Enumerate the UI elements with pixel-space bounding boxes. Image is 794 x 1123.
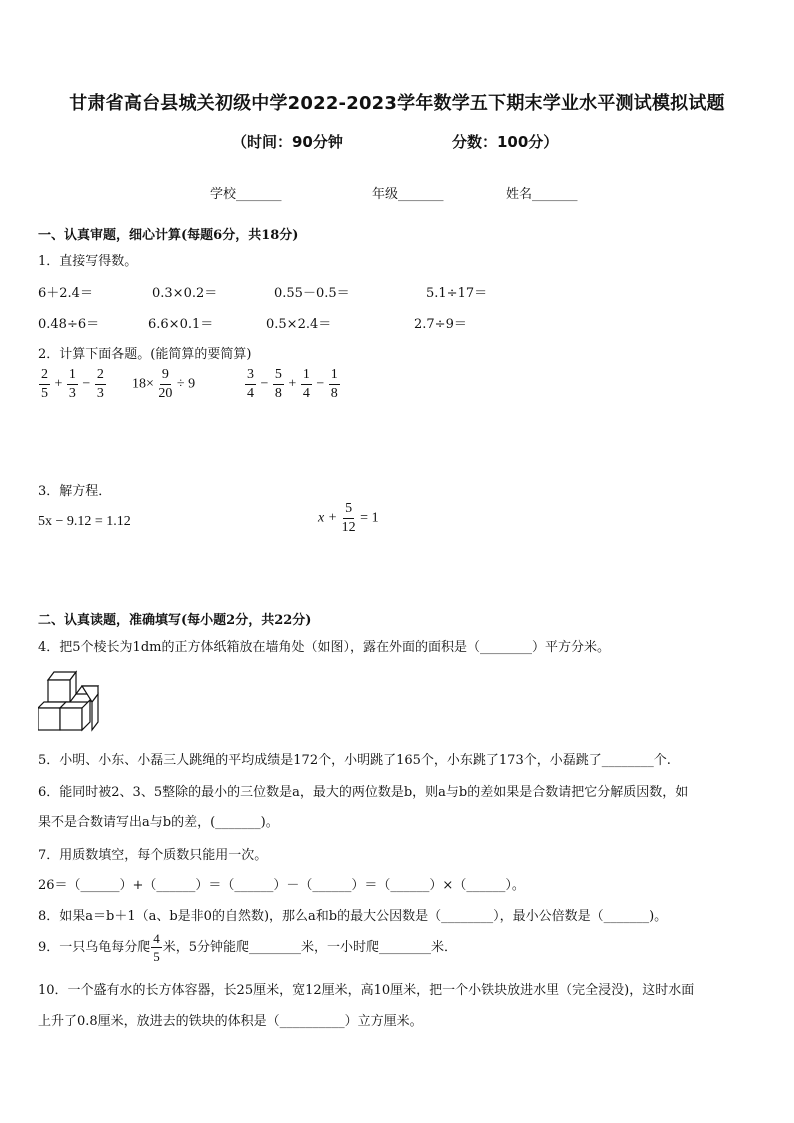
total-score: 分数：100分） [452, 133, 559, 151]
q3-equation-1: 5x − 9.12 = 1.12 [38, 514, 131, 529]
q3-equation-2: x + $\frac{5}{12}$ = 1 [318, 501, 379, 535]
q6-text-line2: 果不是合数请写出a与b的差，(_______)。 [38, 815, 279, 830]
time-limit: （时间：90分钟 [232, 133, 343, 151]
q7-text-line2: 26＝（______）+（______）＝（______）－（______）＝（______）×（______）。 [38, 878, 525, 893]
q1-item: 2.7÷9＝ [414, 317, 467, 332]
q5-text: 5．小明、小东、小磊三人跳绳的平均成绩是172个，小明跳了165个，小东跳了173个，小磊跳了________个. [38, 753, 671, 768]
q2-expression-1: $\frac{2}{5}$ + $\frac{1}{3}$ − $\frac{2}{3}$ [41, 367, 104, 401]
q1-item: 0.3×0.2＝ [152, 286, 218, 301]
q1-label: 1．直接写得数。 [38, 254, 138, 269]
q1-item: 6＋2.4＝ [38, 286, 93, 301]
q2-label: 2．计算下面各题。(能简算的要简算) [38, 347, 252, 362]
q1-item: 0.48÷6＝ [38, 317, 100, 332]
q1-item: 6.6×0.1＝ [148, 317, 214, 332]
q10-text-line2: 上升了0.8厘米，放进去的铁块的体积是（__________）立方厘米。 [38, 1014, 423, 1029]
page-title: 甘肃省高台县城关初级中学2022-2023学年数学五下期末学业水平测试模拟试题 [69, 93, 725, 114]
q10-text-line1: 10．一个盛有水的长方体容器，长25厘米，宽12厘米，高10厘米，把一个小铁块放进水里（完全浸没)，这时水面 [38, 983, 695, 998]
q1-item: 0.5×2.4＝ [266, 317, 332, 332]
q7-text-line1: 7．用质数填空，每个质数只能用一次。 [38, 848, 268, 863]
q2-expression-2: 18× $\frac{9}{20}$ ÷ 9 [132, 367, 196, 401]
q1-item: 0.55－0.5＝ [274, 286, 350, 301]
section2-heading: 二、认真读题，准确填写(每小题2分，共22分) [38, 613, 312, 628]
q2-expression-3: $\frac{3}{4}$ − $\frac{5}{8}$ + $\frac{1}{4}$ − $\frac{1}{8}$ [247, 367, 338, 401]
q8-text: 8．如果a＝b＋1（a、b是非0的自然数)，那么a和b的最大公因数是（________），最小公倍数是（_______)。 [38, 909, 668, 924]
q4-text: 4．把5个棱长为1dm的正方体纸箱放在墙角处（如图），露在外面的面积是（________）平方分米。 [38, 640, 610, 655]
section1-heading: 一、认真审题，细心计算(每题6分，共18分) [38, 228, 299, 243]
q6-text-line1: 6．能同时被2、3、5整除的最小的三位数是a，最大的两位数是b，则a与b的差如果是合数请把它分解质因数，如 [38, 785, 689, 800]
q3-label: 3．解方程． [38, 484, 112, 499]
q1-item: 5.1÷17＝ [426, 286, 488, 301]
q9-text: 9．一只乌龟每分爬 $\frac{4}{5}$ 米，5分钟能爬________米，一小时爬________米． [38, 931, 458, 964]
stacked-cubes-figure [38, 668, 102, 734]
name-field[interactable]: 姓名_______ [506, 187, 578, 202]
school-field[interactable]: 学校_______ [210, 187, 282, 202]
grade-field[interactable]: 年级_______ [372, 187, 444, 202]
